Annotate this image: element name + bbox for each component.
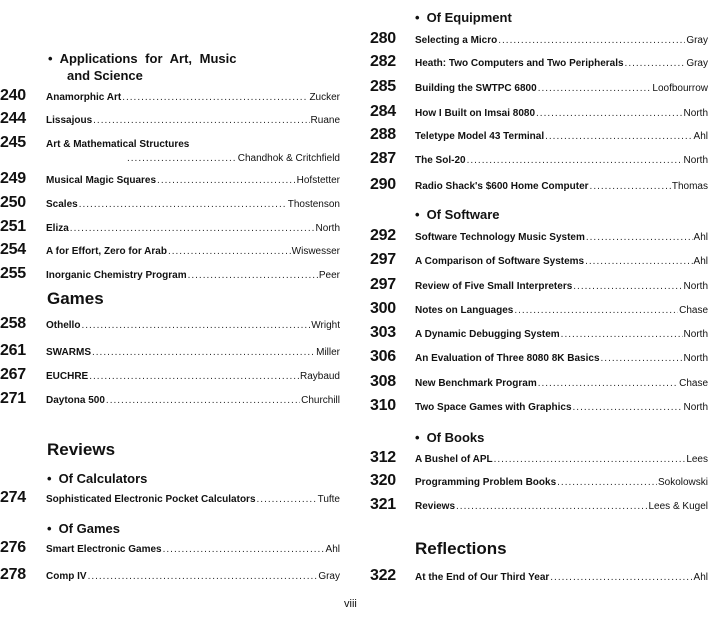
toc-entry[interactable] xyxy=(0,315,340,337)
reviews-heading: Reviews xyxy=(47,440,116,459)
entry-author: North xyxy=(683,353,708,364)
entry-author: Thomas xyxy=(671,181,708,192)
toc-entry[interactable] xyxy=(0,390,340,412)
entry-author: North xyxy=(683,329,708,340)
entry-author: North xyxy=(683,108,708,119)
entry-page-number: 254 xyxy=(0,241,26,258)
leader-dots xyxy=(536,108,683,119)
toc-entry[interactable] xyxy=(370,373,708,395)
entry-page-number: 280 xyxy=(370,30,396,47)
entry-author: Ahl xyxy=(325,544,340,555)
toc-entry[interactable] xyxy=(370,103,708,125)
toc-entry[interactable] xyxy=(370,53,708,75)
bullet-glyph: • xyxy=(48,51,53,66)
books-heading-label: Of Books xyxy=(426,430,485,445)
entry-author: Loofbourrow xyxy=(652,83,708,94)
bullet-glyph: • xyxy=(415,430,420,445)
entry-author: North xyxy=(683,281,708,292)
entry-page-number: 244 xyxy=(0,110,26,127)
toc-entry[interactable] xyxy=(0,87,340,109)
entry-author: Chase xyxy=(679,378,708,389)
leader-dots xyxy=(625,58,686,69)
leader-dots xyxy=(93,115,309,126)
entry-page-number: 255 xyxy=(0,265,26,282)
entry-author: Wright xyxy=(311,320,340,331)
software-heading-label: Of Software xyxy=(426,207,500,222)
leader-dots xyxy=(494,454,686,465)
leader-dots xyxy=(106,395,300,406)
entry-author: Lees & Kugel xyxy=(648,501,708,512)
entry-title: Teletype Model 43 Terminal xyxy=(415,131,545,142)
entry-title: Two Space Games with Graphics xyxy=(415,402,572,413)
applications-heading-line2: and Science xyxy=(67,68,143,83)
of-games-heading xyxy=(47,521,120,536)
entry-page-number: 321 xyxy=(370,496,396,513)
toc-entry[interactable] xyxy=(0,539,340,561)
leader-dots xyxy=(498,35,685,46)
entry-page-number: 300 xyxy=(370,300,396,317)
leader-dots xyxy=(601,353,683,364)
leader-dots xyxy=(92,347,315,358)
entry-author: Gray xyxy=(686,35,708,46)
games-heading: Games xyxy=(47,289,104,308)
entry-page-number: 310 xyxy=(370,397,396,414)
entry-page-number: 278 xyxy=(0,566,26,583)
leader-dots xyxy=(157,175,296,186)
entry-title: Notes on Languages xyxy=(415,305,514,316)
entry-title: New Benchmark Program xyxy=(415,378,537,389)
books-heading xyxy=(415,430,484,445)
leader-dots xyxy=(467,155,683,166)
entry-page-number: 284 xyxy=(370,103,396,120)
leader-dots xyxy=(557,477,657,488)
entry-title: Othello xyxy=(46,320,81,331)
toc-entry[interactable] xyxy=(0,194,340,216)
toc-entry[interactable] xyxy=(0,566,340,588)
entry-title: At the End of Our Third Year xyxy=(415,572,550,583)
entry-author: Peer xyxy=(318,270,340,281)
entry-author: Sokolowski xyxy=(657,477,708,488)
toc-entry[interactable] xyxy=(0,218,340,240)
entry-title: Scales xyxy=(46,199,78,210)
entry-title: A Dynamic Debugging System xyxy=(415,329,560,340)
entry-page-number: 240 xyxy=(0,87,26,104)
toc-entry[interactable] xyxy=(0,342,340,364)
toc-entry[interactable] xyxy=(370,176,708,198)
entry-author: Zucker xyxy=(309,92,340,103)
entry-title: Anamorphic Art xyxy=(46,92,122,103)
entry-title: Art & Mathematical Structures xyxy=(46,139,190,150)
entry-author: North xyxy=(315,223,340,234)
entry-page-number: 312 xyxy=(370,449,396,466)
calculators-heading-label: Of Calculators xyxy=(58,471,148,486)
toc-entry[interactable] xyxy=(370,251,708,273)
toc-entry[interactable] xyxy=(370,227,708,249)
reflections-heading: Reflections xyxy=(415,539,507,558)
entry-author: Chandhok & Critchfield xyxy=(237,153,340,164)
entry-title: Musical Magic Squares xyxy=(46,175,157,186)
entry-author: Ahl xyxy=(693,256,708,267)
toc-entry[interactable] xyxy=(370,472,708,494)
page-number: viii xyxy=(344,598,357,610)
entry-page-number: 250 xyxy=(0,194,26,211)
entry-page-number: 276 xyxy=(0,539,26,556)
toc-entry[interactable] xyxy=(370,496,708,518)
toc-entry[interactable] xyxy=(370,567,708,589)
entry-title: Building the SWTPC 6800 xyxy=(415,83,537,94)
entry-author: Gray xyxy=(318,571,340,582)
entry-title: Daytona 500 xyxy=(46,395,105,406)
entry-author: Ahl xyxy=(693,232,708,243)
entry-page-number: 245 xyxy=(0,134,26,151)
leader-dots xyxy=(590,181,671,192)
leader-dots xyxy=(538,378,678,389)
entry-page-number: 320 xyxy=(370,472,396,489)
entry-author: Thostenson xyxy=(287,199,340,210)
equipment-heading xyxy=(415,10,512,25)
entry-page-number: 287 xyxy=(370,150,396,167)
leader-dots xyxy=(585,256,692,267)
entry-title: The Sol-20 xyxy=(415,155,466,166)
toc-entry[interactable] xyxy=(0,241,340,263)
bullet-glyph: • xyxy=(47,471,52,486)
toc-entry[interactable] xyxy=(370,150,708,172)
leader-dots xyxy=(561,329,683,340)
toc-entry[interactable] xyxy=(0,110,340,132)
leader-dots xyxy=(514,305,678,316)
toc-entry[interactable] xyxy=(0,366,340,388)
entry-page-number: 288 xyxy=(370,126,396,143)
entry-page-number: 282 xyxy=(370,53,396,70)
leader-dots xyxy=(586,232,693,243)
leader-dots xyxy=(70,223,315,234)
entry-title: SWARMS xyxy=(46,347,91,358)
entry-page-number: 251 xyxy=(0,218,26,235)
entry-title: A Comparison of Software Systems xyxy=(415,256,585,267)
entry-page-number: 285 xyxy=(370,78,396,95)
toc-entry[interactable] xyxy=(370,78,708,100)
leader-dots xyxy=(550,572,692,583)
leader-dots xyxy=(188,270,318,281)
entry-page-number: 308 xyxy=(370,373,396,390)
toc-entry[interactable] xyxy=(370,300,708,322)
toc-entry[interactable] xyxy=(370,397,708,419)
entry-title: Programming Problem Books xyxy=(415,477,557,488)
toc-entry[interactable] xyxy=(0,134,340,166)
entry-page-number: 297 xyxy=(370,251,396,268)
entry-author: Tufte xyxy=(317,494,340,505)
toc-entry[interactable] xyxy=(370,276,708,298)
entry-title: How I Built on Imsai 8080 xyxy=(415,108,536,119)
leader-dots xyxy=(88,571,318,582)
applications-heading xyxy=(48,50,236,84)
leader-dots xyxy=(456,501,647,512)
of-games-heading-label: Of Games xyxy=(58,521,120,536)
leader-dots xyxy=(127,153,237,164)
entry-title: Inorganic Chemistry Program xyxy=(46,270,187,281)
entry-page-number: 258 xyxy=(0,315,26,332)
leader-dots xyxy=(122,92,308,103)
toc-entry[interactable] xyxy=(0,489,340,511)
toc-entry[interactable] xyxy=(0,170,340,192)
entry-author: Ahl xyxy=(693,572,708,583)
entry-author: Churchill xyxy=(301,395,340,406)
equipment-heading-label: Of Equipment xyxy=(426,10,512,25)
leader-dots xyxy=(257,494,317,505)
entry-page-number: 303 xyxy=(370,324,396,341)
leader-dots xyxy=(89,371,299,382)
entry-author: North xyxy=(683,155,708,166)
entry-author: Chase xyxy=(679,305,708,316)
entry-page-number: 297 xyxy=(370,276,396,293)
entry-title: Eliza xyxy=(46,223,69,234)
leader-dots xyxy=(538,83,652,94)
leader-dots xyxy=(163,544,325,555)
bullet-glyph: • xyxy=(415,207,420,222)
toc-entry[interactable] xyxy=(370,30,708,52)
bullet-glyph: • xyxy=(415,10,420,25)
leader-dots xyxy=(545,131,692,142)
entry-author: Miller xyxy=(316,347,340,358)
entry-page-number: 249 xyxy=(0,170,26,187)
entry-title: EUCHRE xyxy=(46,371,89,382)
entry-author: Hofstetter xyxy=(296,175,340,186)
entry-title: A Bushel of APL xyxy=(415,454,493,465)
entry-page-number: 290 xyxy=(370,176,396,193)
entry-title: Smart Electronic Games xyxy=(46,544,162,555)
entry-author: Ruane xyxy=(310,115,340,126)
entry-page-number: 267 xyxy=(0,366,26,383)
entry-title: Selecting a Micro xyxy=(415,35,498,46)
entry-author: Raybaud xyxy=(299,371,340,382)
entry-title: Lissajous xyxy=(46,115,93,126)
leader-dots xyxy=(81,320,310,331)
calculators-heading xyxy=(47,471,147,486)
entry-page-number: 322 xyxy=(370,567,396,584)
entry-title: An Evaluation of Three 8080 8K Basics xyxy=(415,353,600,364)
entry-title: Review of Five Small Interpreters xyxy=(415,281,573,292)
entry-author: Gray xyxy=(686,58,708,69)
toc-entry[interactable] xyxy=(370,126,708,148)
entry-title: Heath: Two Computers and Two Peripherals xyxy=(415,58,624,69)
entry-author: North xyxy=(683,402,708,413)
leader-dots xyxy=(168,246,291,257)
entry-page-number: 261 xyxy=(0,342,26,359)
toc-entry[interactable] xyxy=(370,324,708,346)
leader-dots xyxy=(79,199,287,210)
entry-page-number: 274 xyxy=(0,489,26,506)
software-heading xyxy=(415,207,500,222)
entry-title: Sophisticated Electronic Pocket Calculators xyxy=(46,494,256,505)
entry-author: Lees xyxy=(686,454,708,465)
applications-heading-line1: Applications for Art, Music xyxy=(59,51,237,66)
entry-page-number: 271 xyxy=(0,390,26,407)
entry-page-number: 292 xyxy=(370,227,396,244)
bullet-glyph: • xyxy=(47,521,52,536)
toc-entry[interactable] xyxy=(0,265,340,287)
entry-author: Wiswesser xyxy=(291,246,340,257)
entry-title: Software Technology Music System xyxy=(415,232,585,243)
entry-title: A for Effort, Zero for Arab xyxy=(46,246,167,257)
entry-author: Ahl xyxy=(693,131,708,142)
toc-entry[interactable] xyxy=(370,348,708,370)
entry-title: Radio Shack's $600 Home Computer xyxy=(415,181,589,192)
entry-title: Comp IV xyxy=(46,571,87,582)
toc-entry[interactable] xyxy=(370,449,708,471)
entry-page-number: 306 xyxy=(370,348,396,365)
leader-dots xyxy=(573,281,682,292)
leader-dots xyxy=(573,402,683,413)
entry-title: Reviews xyxy=(415,501,456,512)
